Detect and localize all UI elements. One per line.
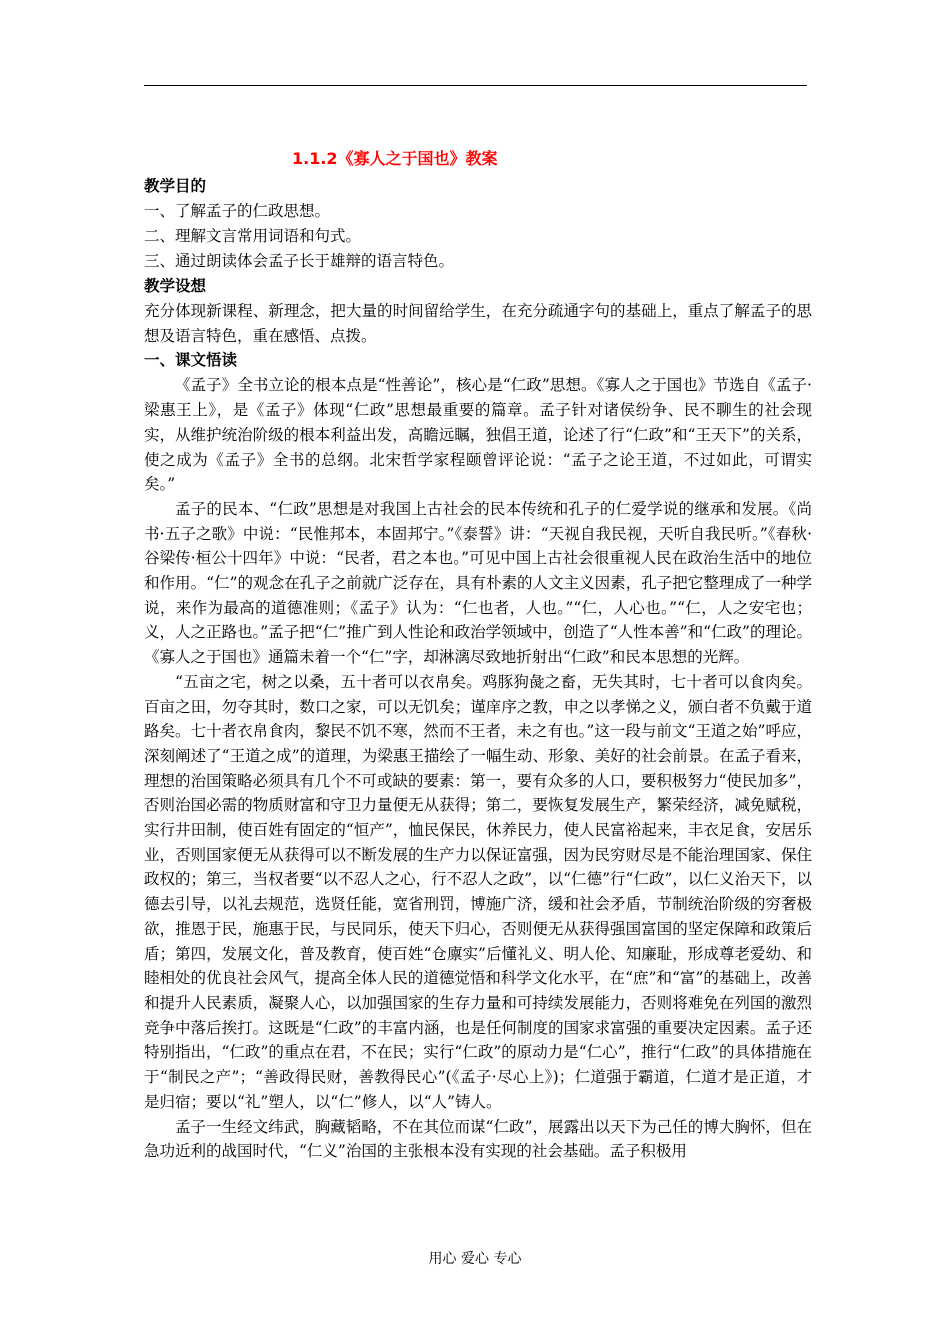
concept-paragraph: 充分体现新课程、新理念，把大量的时间留给学生，在充分疏通字句的基础上，重点了解孟子的思想及语言特色，重在感悟、点拨。 bbox=[144, 302, 812, 345]
reading-paragraph-3: “五亩之宅，树之以桑，五十者可以衣帛矣。鸡豚狗彘之畜，无失其时，七十者可以食肉矣。百亩之田，勿夺其时，数口之家，可以无饥矣；谨庠序之教，申之以孝悌之义，颁白者不负戴于道路矣。七十者衣帛食肉，黎民不饥不寒，然而不王者，未之有也。”这一段与前文“王道之始”呼应，深刻阐述了“王道之成”的道理，为梁惠王描绘了一幅生动、形象、美好的社会前景。在孟子看来，理想的治国策略必须具有几个不可或缺的要素：第一，要有众多的人口，要积极努力“使民加多”，否则治国必需的物质财富和守卫力量便无从获得；第二，要恢复发展生产，繁荣经济，减免赋税，实行井田制，使百姓有固定的“恒产”，恤民保民，休养民力，使人民富裕起来，丰衣足食，安居乐业，否则国家便无从获得可以不断发展的生产力以保证富强，因为民穷财尽是不能治理国家、保住政权的；第三，当权者要“以不忍人之心，行不忍人之政”，以“仁德”行“仁政”，以仁义治天下，以德去引导，以礼去规范，选贤任能，宽省刑罚，博施广济，缓和社会矛盾，节制统治阶级的穷奢极欲，推恩于民，施惠于民，与民同乐，使天下归心，否则便无从获得强国富国的坚定保障和政策后盾；第四，发展文化，普及教育，使百姓“仓廪实”后懂礼义、明人伦、知廉耻，形成尊老爱幼、和睦相处的优良社会风气，提高全体人民的道德觉悟和科学文化水平，在“庶”和“富”的基础上，改善和提升人民素质，凝聚人心，以加强国家的生存力量和可持续发展能力，否则将难免在列国的激烈竞争中落后挨打。这既是“仁政”的丰富内涵，也是任何制度的国家求富强的重要决定因素。孟子还特别指出，“仁政”的重点在君，不在民；实行“仁政”的原动力是“仁心”，推行“仁政”的具体措施在于“制民之产”；“善政得民财，善教得民心”(《孟子·尽心上》)；仁道强于霸道，仁道才是正道，才是归宿；要以“礼”塑人，以“仁”修人，以“人”铸人。 bbox=[144, 672, 812, 1111]
section-heading-reading: 一、课文悟读 bbox=[144, 351, 238, 370]
document-body bbox=[144, 148, 812, 1164]
section-heading-concept: 教学设想 bbox=[144, 277, 207, 295]
reading-paragraph-2: 孟子的民本、“仁政”思想是对我国上古社会的民本传统和孔子的仁爱学说的继承和发展。《尚书·五子之歌》中说：“民惟邦本，本固邦宁。”《泰誓》讲：“天视自我民视，天听自我民听。”《春秋·谷梁传·桓公十四年》中说：“民者，君之本也。”可见中国上古社会很重视人民在政治生活中的地位和作用。“仁”的观念在孔子之前就广泛存在，具有朴素的人文主义因素，孔子把它整理成了一种学说，来作为最高的道德准则；《孟子》认为：“仁也者，人也。”“仁，人心也。”“仁，人之安宅也；义，人之正路也。”孟子把“仁”推广到人性论和政治学领域中，创造了“人性本善”和“仁政”的理论。《寡人之于国也》通篇未着一个“仁”字，却淋漓尽致地折射出“仁政”和民本思想的光辉。 bbox=[144, 499, 812, 667]
reading-paragraph-4: 孟子一生经文纬武，胸藏韬略，不在其位而谋“仁政”，展露出以天下为己任的博大胸怀，但在急功近利的战国时代，“仁义”治国的主张根本没有实现的社会基础。孟子积极用 bbox=[144, 1117, 812, 1161]
goal-item-1: 一、了解孟子的仁政思想。 bbox=[144, 202, 331, 220]
goal-item-2: 二、理解文言常用词语和句式。 bbox=[144, 227, 362, 245]
goal-item-3: 三、通过朗读体会孟子长于雄辩的语言特色。 bbox=[144, 252, 455, 270]
page-footer: 用心 爱心 专心 bbox=[428, 1251, 522, 1267]
reading-paragraph-1: 《孟子》全书立论的根本点是“性善论”，核心是“仁政”思想。《寡人之于国也》节选自《孟子·梁惠王上》，是《孟子》体现“仁政”思想最重要的篇章。孟子针对诸侯纷争、民不聊生的社会现实，从维护统治阶级的根本利益出发，高瞻远瞩，独倡王道，论述了行“仁政”和“王天下”的关系，使之成为《孟子》全书的总纲。北宋哲学家程颐曾评论说：“孟子之论王道，不过如此，可谓实矣。” bbox=[144, 376, 812, 494]
document-title: 1.1.2《寡人之于国也》教案 bbox=[292, 149, 498, 168]
section-heading-goals: 教学目的 bbox=[144, 177, 207, 195]
header-rule bbox=[144, 85, 807, 86]
